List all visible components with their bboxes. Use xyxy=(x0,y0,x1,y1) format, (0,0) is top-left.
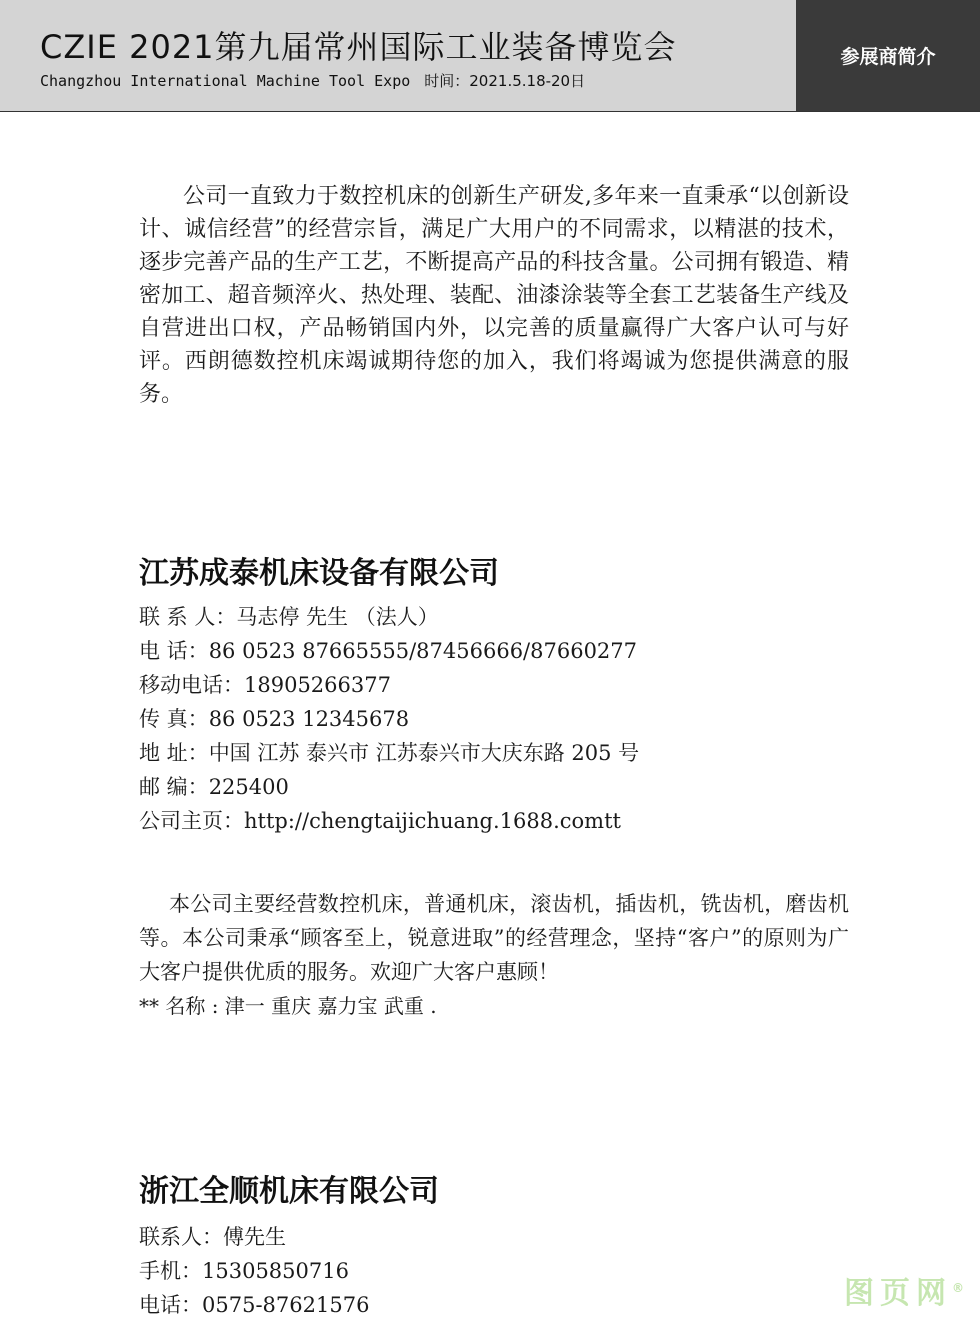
company-1-name: 江苏成泰机床设备有限公司 xyxy=(139,556,499,591)
homepage-row xyxy=(139,804,849,838)
expo-date: 时间：2021.5.18-20日 xyxy=(424,72,586,90)
mobile-row xyxy=(139,668,849,702)
contact-label: 联 系 人： xyxy=(139,605,237,629)
intro-paragraph: 公司一直致力于数控机床的创新生产研发,多年来一直秉承“以创新设计、诚信经营”的经营宗旨，满足广大用户的不同需求，以精湛的技术，逐步完善产品的生产工艺，不断提高产品的科技含量。公司拥有锻造、精密加工、超音频淬火、热处理、装配、油漆涂装等全套工艺装备生产线及自营进出口权，产品畅销国内外，以完善的质量赢得广大客户认可与好评。西朗德数控机床竭诚期待您的加入，我们将竭诚为您提供满意的服务。 xyxy=(139,184,849,407)
section-tab: 参展商简介 xyxy=(796,0,980,111)
page-header xyxy=(0,0,980,112)
mobile-value: 18905266377 xyxy=(244,673,391,697)
watermark-text: 图页网 xyxy=(844,1276,952,1311)
contact-row xyxy=(139,600,849,634)
mobile-label: 手机： xyxy=(139,1259,202,1283)
phone-row xyxy=(139,634,849,668)
address-label: 地 址： xyxy=(139,741,209,765)
company-1-contact-list xyxy=(139,600,849,838)
company-1-description-section xyxy=(139,887,849,1023)
fax-label: 传 真： xyxy=(139,707,209,731)
postcode-row xyxy=(139,770,849,804)
company-1-section xyxy=(139,548,849,838)
postcode-value: 225400 xyxy=(208,775,289,799)
expo-english-name: Changzhou International Machine Tool Expo xyxy=(40,72,411,90)
company-1-description: 本公司主要经营数控机床，普通机床，滚齿机，插齿机，铣齿机，磨齿机等。本公司秉承“顾客至上，锐意进取”的经营理念，坚持“客户”的原则为广大客户提供优质的服务。欢迎广大客户惠顾！ xyxy=(139,892,849,984)
contact-value: 傅先生 xyxy=(223,1225,286,1249)
homepage-label: 公司主页： xyxy=(139,809,244,833)
address-value: 中国 江苏 泰兴市 江苏泰兴市大庆东路 205 号 xyxy=(208,741,640,765)
mobile-value: 15305850716 xyxy=(202,1259,349,1283)
site-watermark xyxy=(844,1268,964,1312)
homepage-link[interactable]: http://chengtaijichuang.1688.comtt xyxy=(244,809,621,833)
company-2-name: 浙江全顺机床有限公司 xyxy=(139,1174,439,1209)
contact-value: 马志停 先生 （法人） xyxy=(236,605,439,629)
postcode-label: 邮 编： xyxy=(139,775,209,799)
company-2-contact-list xyxy=(139,1220,849,1322)
mobile-label: 移动电话： xyxy=(139,673,244,697)
phone-row xyxy=(139,1288,849,1322)
fax-row xyxy=(139,702,849,736)
contact-label: 联系人： xyxy=(139,1225,223,1249)
phone-label: 电话： xyxy=(139,1293,202,1317)
address-row xyxy=(139,736,849,770)
contact-row xyxy=(139,1220,849,1254)
phone-label: 电 话： xyxy=(139,639,209,663)
expo-title: CZIE 2021第九届常州国际工业装备博览会 xyxy=(40,28,677,66)
phone-value: 86 0523 87665555/87456666/87660277 xyxy=(208,639,638,663)
phone-value: 0575-87621576 xyxy=(202,1293,370,1317)
registered-mark: ® xyxy=(952,1281,964,1295)
company-1-brand-note: ** 名称 : 津一 重庆 嘉力宝 武重 . xyxy=(139,994,437,1018)
fax-value: 86 0523 12345678 xyxy=(208,707,410,731)
mobile-row xyxy=(139,1254,849,1288)
intro-section xyxy=(139,180,849,411)
company-2-section xyxy=(139,1166,849,1322)
expo-subtitle xyxy=(40,70,585,91)
